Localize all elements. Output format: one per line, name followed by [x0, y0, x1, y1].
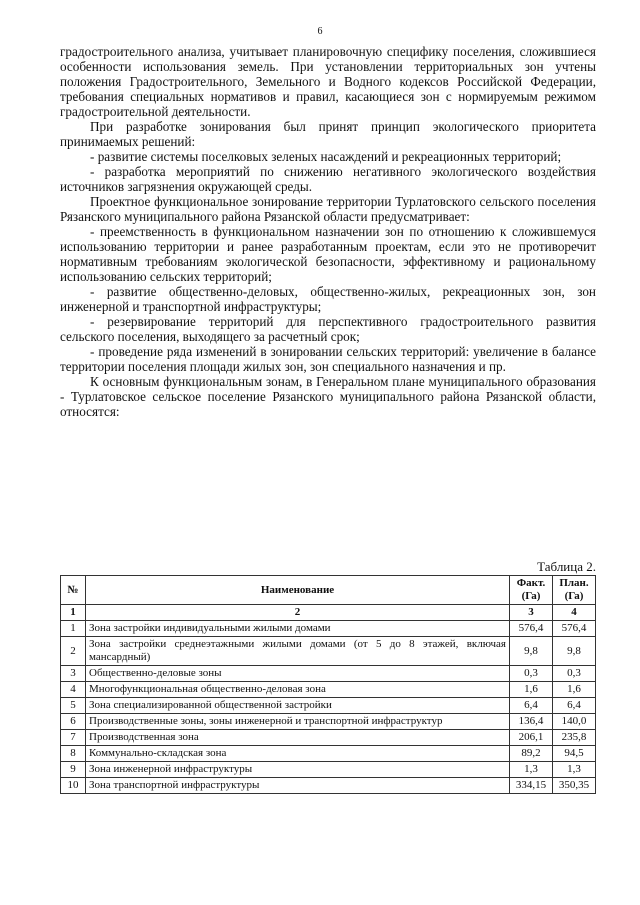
- plan-area: 94,5: [553, 746, 596, 762]
- list-item: - проведение ряда изменений в зонировании сельских территорий: увеличение в балансе территории поселения площади жилых зон, зон специального назначения и пр.: [60, 344, 596, 374]
- row-number: 2: [61, 637, 86, 666]
- column-number-row: [61, 605, 596, 621]
- table-row: [61, 666, 596, 682]
- fact-area: 206,1: [510, 730, 553, 746]
- table-row: [61, 637, 596, 666]
- zone-name: Зона транспортной инфраструктуры: [86, 778, 510, 794]
- row-number: 1: [61, 621, 86, 637]
- zone-name: Зона специализированной общественной застройки: [86, 698, 510, 714]
- column-number: 4: [553, 605, 596, 621]
- plan-area: 350,35: [553, 778, 596, 794]
- plan-area: 6,4: [553, 698, 596, 714]
- plan-area: 1,6: [553, 682, 596, 698]
- header-name: Наименование: [86, 576, 510, 605]
- row-number: 3: [61, 666, 86, 682]
- fact-area: 136,4: [510, 714, 553, 730]
- row-number: 7: [61, 730, 86, 746]
- paragraph: К основным функциональным зонам, в Генеральном плане муниципального образования - Турлатовское сельское поселение Рязанского муниципального района Рязанской области, относятся:: [60, 374, 596, 419]
- plan-area: 0,3: [553, 666, 596, 682]
- zone-name: Зона застройки среднеэтажными жилыми домами (от 5 до 8 этажей, включая мансардный): [86, 637, 510, 666]
- fact-area: 89,2: [510, 746, 553, 762]
- table-row: [61, 698, 596, 714]
- column-number: 1: [61, 605, 86, 621]
- page-number: 6: [317, 26, 323, 37]
- row-number: 5: [61, 698, 86, 714]
- fact-area: 334,15: [510, 778, 553, 794]
- zones-table: [60, 575, 596, 794]
- header-no: №: [61, 576, 86, 605]
- fact-area: 0,3: [510, 666, 553, 682]
- plan-area: 140,0: [553, 714, 596, 730]
- table-row: [61, 746, 596, 762]
- fact-area: 576,4: [510, 621, 553, 637]
- list-item: - развитие общественно-деловых, общественно-жилых, рекреационных зон, зон инженерной и транспортной инфраструктуры;: [60, 284, 596, 314]
- plan-area: 235,8: [553, 730, 596, 746]
- fact-area: 6,4: [510, 698, 553, 714]
- list-item: - резервирование территорий для перспективного градостроительного развития сельского поселения, выходящего за расчетный срок;: [60, 314, 596, 344]
- zone-name: Зона застройки индивидуальными жилыми домами: [86, 621, 510, 637]
- header-plan: План. (Га): [553, 576, 596, 605]
- row-number: 6: [61, 714, 86, 730]
- table-row: [61, 762, 596, 778]
- row-number: 9: [61, 762, 86, 778]
- table-header-row: [61, 576, 596, 605]
- list-item: - развитие системы поселковых зеленых насаждений и рекреационных территорий;: [90, 149, 562, 164]
- plan-area: 1,3: [553, 762, 596, 778]
- row-number: 4: [61, 682, 86, 698]
- zone-name: Зона инженерной инфраструктуры: [86, 762, 510, 778]
- row-number: 8: [61, 746, 86, 762]
- paragraph: градостроительного анализа, учитывает планировочную специфику поселения, сложившиеся особенности использования земель. При установлении территориальных зон учтены положения Градостроительного, Земельного и Водного кодексов Российской Федерации, требования специальных нормативов и правил, касающиеся зон с нормируемым режимом градостроительной деятельности.: [60, 44, 596, 119]
- zone-name: Производственная зона: [86, 730, 510, 746]
- fact-area: 1,3: [510, 762, 553, 778]
- paragraph: Проектное функциональное зонирование территории Турлатовского сельского поселения Рязанского муниципального района Рязанской области предусматривает:: [60, 194, 596, 224]
- fact-area: 1,6: [510, 682, 553, 698]
- table-row: [61, 621, 596, 637]
- zone-name: Многофункциональная общественно-деловая зона: [86, 682, 510, 698]
- column-number: 2: [86, 605, 510, 621]
- plan-area: 576,4: [553, 621, 596, 637]
- paragraph: При разработке зонирования был принят принцип экологического приоритета принимаемых решений:: [60, 119, 596, 149]
- zone-name: Производственные зоны, зоны инженерной и транспортной инфраструктур: [86, 714, 510, 730]
- table-row: [61, 730, 596, 746]
- body-text: [60, 44, 596, 419]
- plan-area: 9,8: [553, 637, 596, 666]
- column-number: 3: [510, 605, 553, 621]
- fact-area: 9,8: [510, 637, 553, 666]
- list-item: - преемственность в функциональном назначении зон по отношению к сложившемуся использованию территории и ранее разработанным проектам, если это не противоречит нормативным требованиям экологической безопасности, эффективному и рациональному использованию сельских территорий;: [60, 224, 596, 284]
- table-row: [61, 682, 596, 698]
- table-row: [61, 778, 596, 794]
- zone-name: Коммунально-складская зона: [86, 746, 510, 762]
- list-item: - разработка мероприятий по снижению негативного экологического воздействия источников загрязнения окружающей среды.: [60, 164, 596, 194]
- row-number: 10: [61, 778, 86, 794]
- header-fact: Факт. (Га): [510, 576, 553, 605]
- table-row: [61, 714, 596, 730]
- table-caption: Таблица 2.: [537, 559, 596, 574]
- zone-name: Общественно-деловые зоны: [86, 666, 510, 682]
